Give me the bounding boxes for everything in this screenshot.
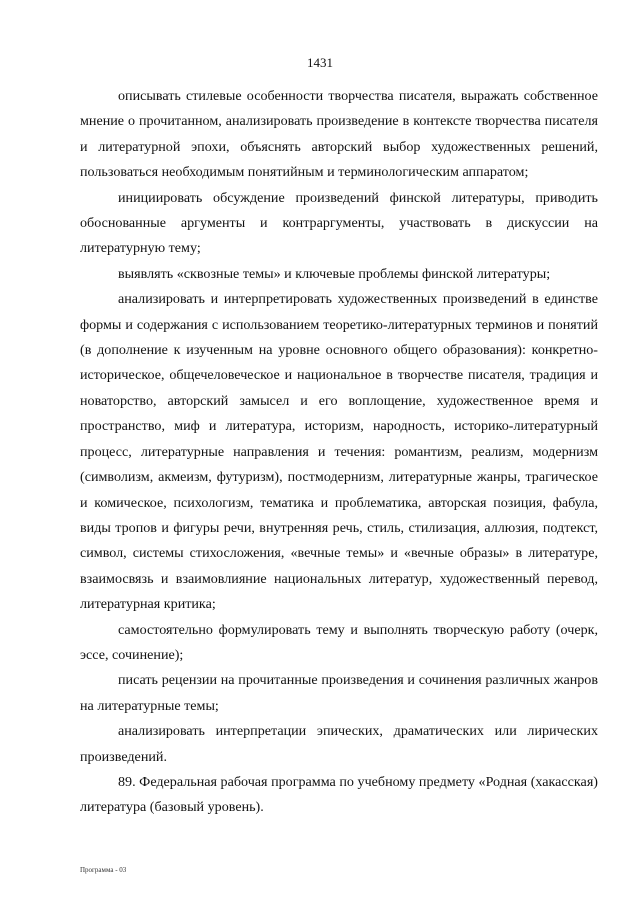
paragraph-theory-terms: анализировать и интерпретировать художественных произведений в единстве формы и содержания с использованием теоретико-литературных терминов и понятий (в дополнение к изученным на уровне основного общего образования): конкретно-историческое, общечеловеческое и национальное в творчестве писателя, традиция и новаторство, авторский замысел и его воплощение, художественное время и пространство, миф и литература, историзм, народность, историко-литературный процесс, литературные направления и течения: романтизм, реализм, модернизм (символизм, акмеизм, футуризм), постмодернизм, литературные жанры, трагическое и комическое, психологизм, тематика и проблематика, авторская позиция, фабула, виды тропов и фигуры речи, внутренняя речь, стиль, стилизация, аллюзия, подтекст, символ, системы стихосложения, «вечные темы» и «вечные образы» в литературе, взаимосвязь и взаимовлияние национальных литератур, художественный перевод, литературная критика; bbox=[80, 291, 598, 613]
page-footer: Программа - 03 bbox=[80, 866, 127, 874]
paragraph-through-themes: выявлять «сквозные темы» и ключевые проблемы финской литературы; bbox=[118, 265, 551, 282]
paragraph-creative-work: самостоятельно формулировать тему и выполнять творческую работу (очерк, эссе, сочинение); bbox=[80, 621, 598, 663]
paragraph-section-89: 89. Федеральная рабочая программа по учебному предмету «Родная (хакасская) литература (базовый уровень). bbox=[80, 773, 598, 816]
paragraph-reviews: писать рецензии на прочитанные произведения и сочинения различных жанров на литературные темы; bbox=[80, 672, 598, 714]
paragraph-literary-style: описывать стилевые особенности творчества писателя, выражать собственное мнение о прочитанном, анализировать произведение в контексте творчества писателя и литературной эпохи, объяснять авторский выбор художественных решений, пользоваться необходимым понятийным и терминологическим аппаратом; bbox=[80, 88, 598, 181]
document-body bbox=[80, 84, 598, 821]
page-number: 1431 bbox=[307, 55, 333, 70]
paragraph-interpretations: анализировать интерпретации эпических, драматических или лирических произведений. bbox=[80, 723, 598, 765]
paragraph-discussion: инициировать обсуждение произведений финской литературы, приводить обоснованные аргументы и контраргументы, участвовать в дискуссии на литературную тему; bbox=[80, 189, 598, 257]
